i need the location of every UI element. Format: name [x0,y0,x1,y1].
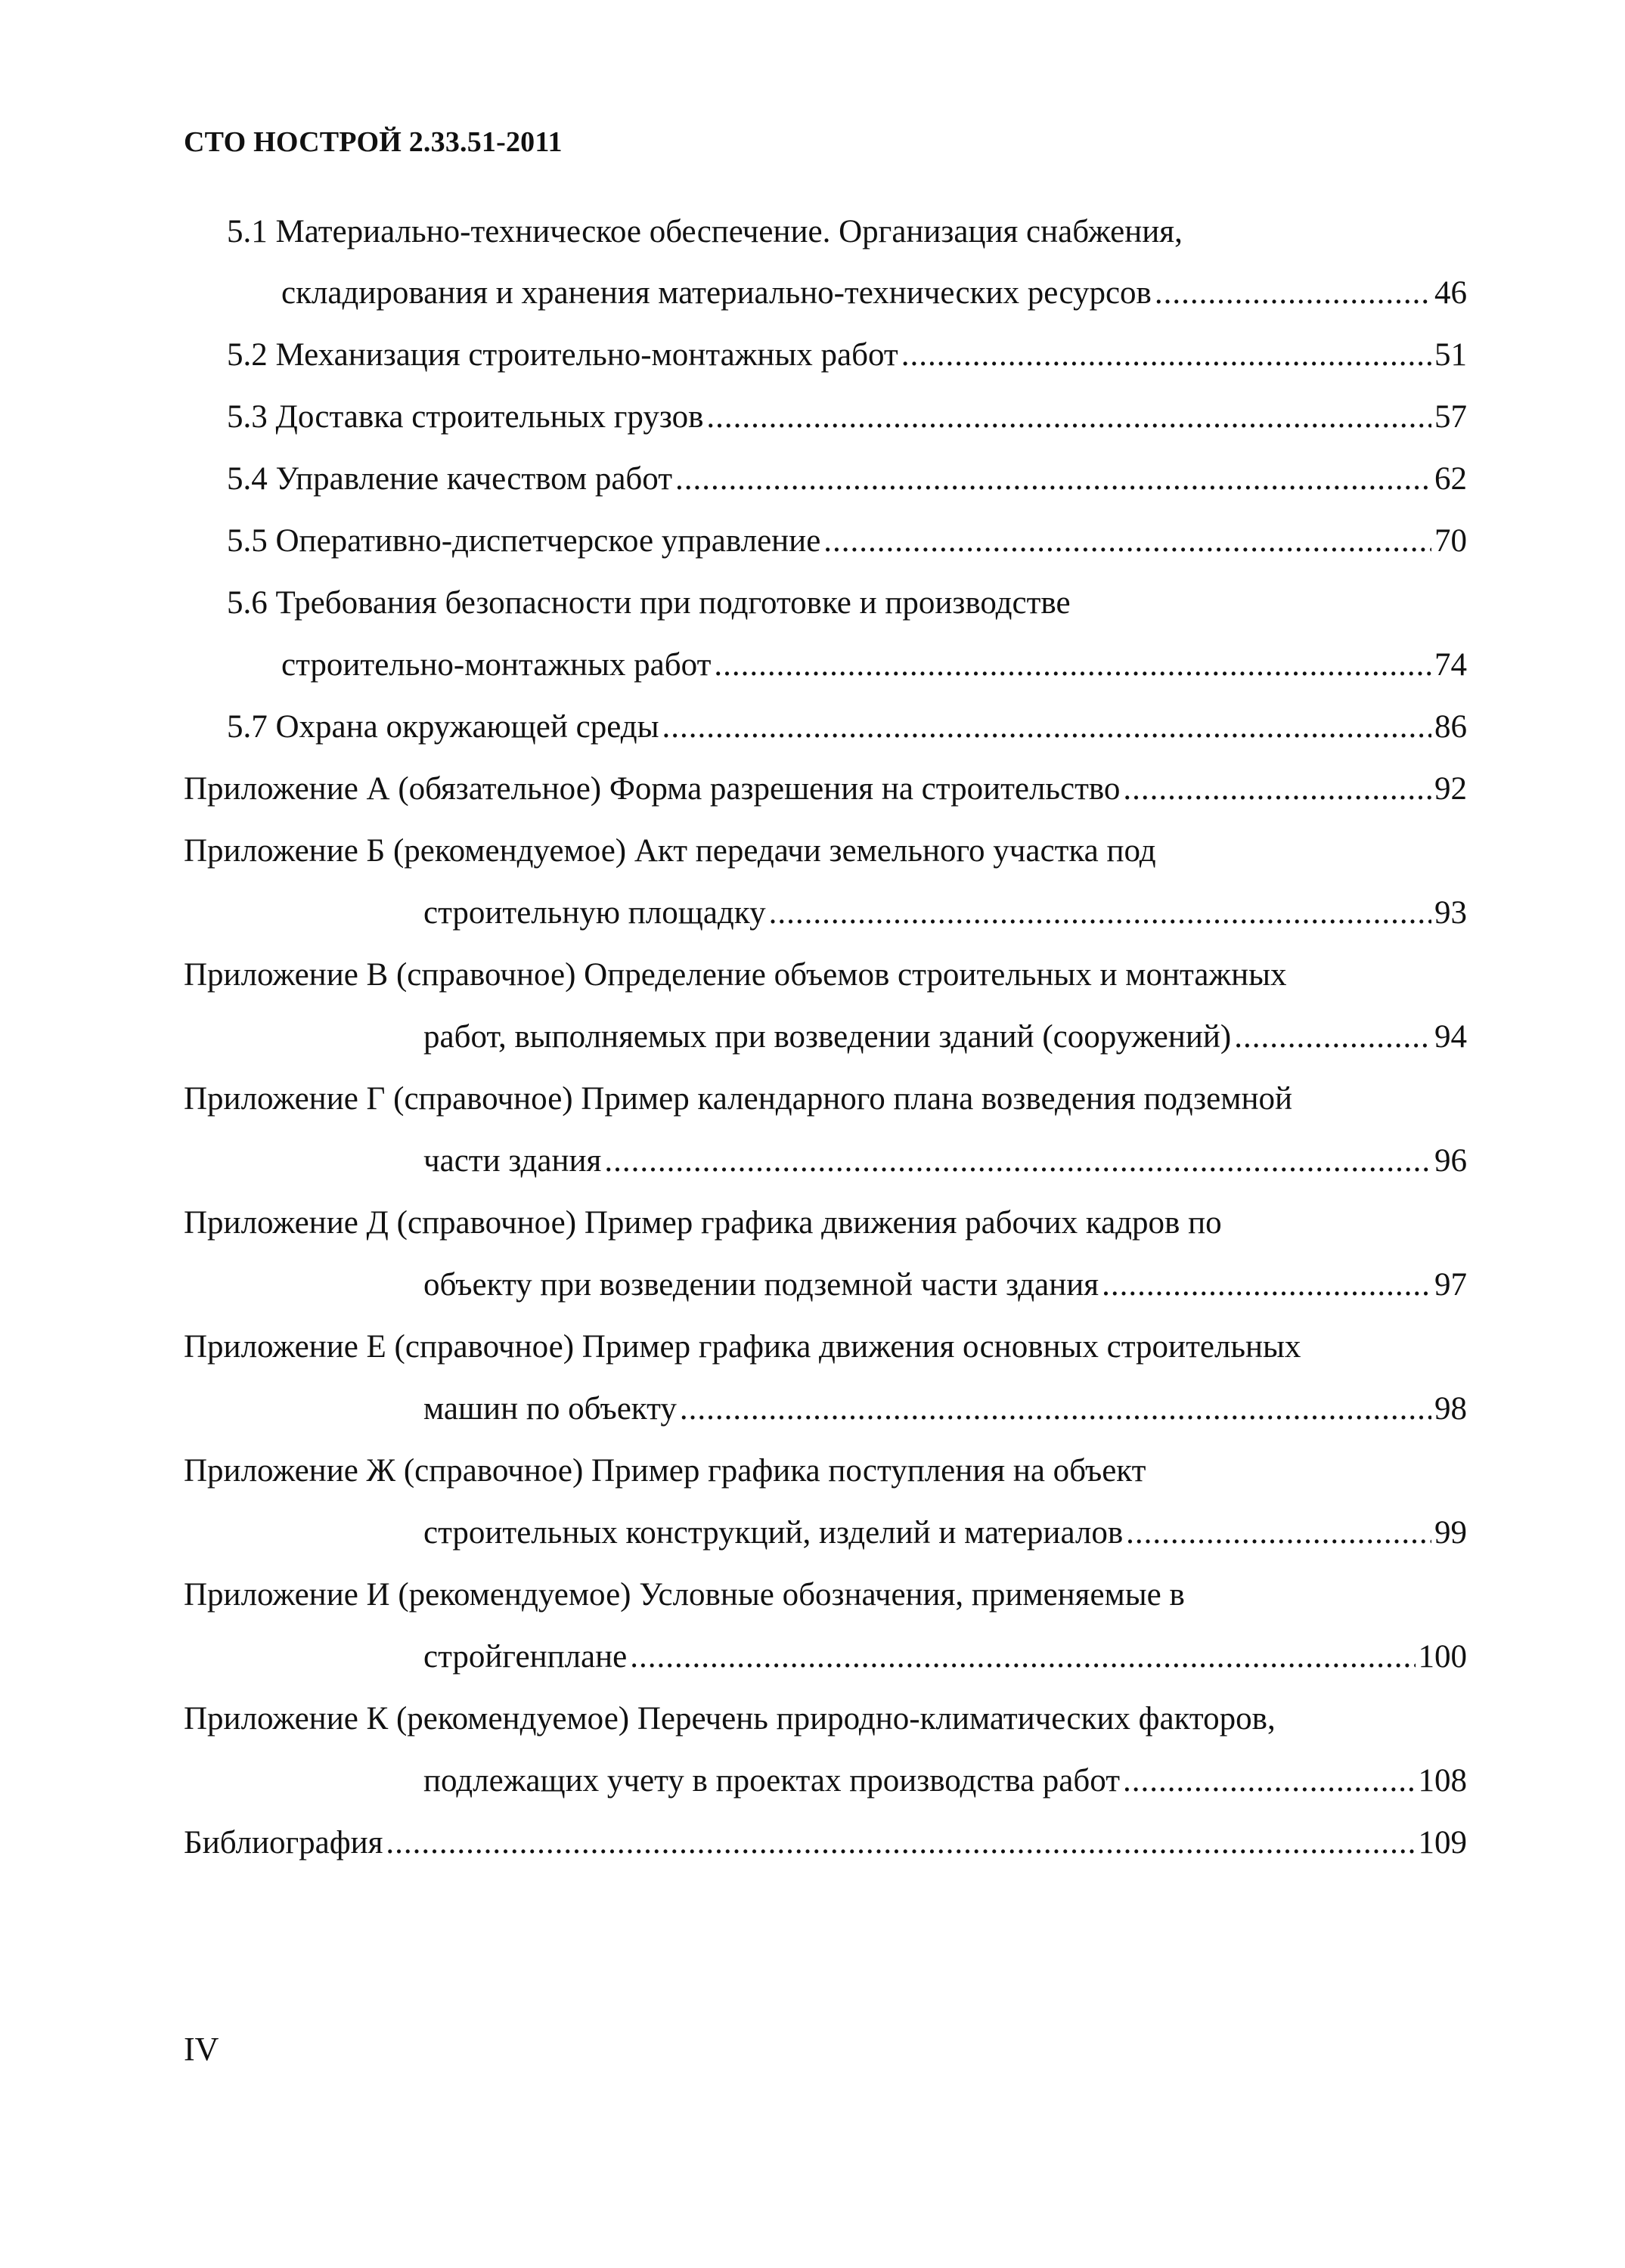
toc-entry-label: строительных конструкций, изделий и материалов [423,1515,1124,1551]
toc-entry-label: машин по объекту [423,1391,677,1427]
toc-entry-label: 5.5 Оперативно-диспетчерское управление [227,523,821,559]
toc-entry-5-6-line1: 5.6 Требования безопасности при подготовке и производстве [227,585,1071,621]
toc-entry-5-4[interactable] [227,457,1467,502]
dot-leader [386,1820,1415,1866]
toc-entry-label: 5.3 Доставка строительных грузов [227,399,704,435]
toc-entry-label: 5.2 Механизация строительно-монтажных работ [227,337,898,373]
toc-entry-5-6-line2[interactable] [281,643,1467,688]
toc-page-number: 96 [1434,1143,1467,1179]
toc-page-number: 93 [1434,895,1467,931]
dot-leader [1234,1015,1431,1060]
toc-entry-label: строительно-монтажных работ [281,647,712,683]
toc-page-number: 46 [1434,275,1467,311]
dot-leader [630,1634,1415,1680]
toc-entry-appendix-b-line2[interactable] [423,891,1467,936]
toc-page-number: 97 [1434,1267,1467,1303]
toc-page-number: 86 [1434,709,1467,745]
toc-page-number: 62 [1434,461,1467,497]
toc-entry-label: объекту при возведении подземной части здания [423,1267,1099,1303]
toc-page-number: 99 [1434,1515,1467,1551]
toc-page-number: 109 [1418,1825,1467,1861]
toc-entry-appendix-d-line2[interactable] [423,1263,1467,1308]
toc-page-number: 94 [1434,1019,1467,1055]
toc-entry-label: стройгенплане [423,1639,628,1675]
toc-entry-5-3[interactable] [227,395,1467,440]
toc-entry-5-1-line2[interactable] [281,271,1467,316]
toc-page-number: 108 [1418,1763,1467,1799]
toc-page-number: 92 [1434,771,1467,807]
toc-page-number: 51 [1434,337,1467,373]
dot-leader [1123,767,1431,812]
toc-entry-appendix-b-line1: Приложение Б (рекомендуемое) Акт передачи земельного участка под [184,833,1156,869]
toc-entry-appendix-a[interactable] [184,767,1467,812]
dot-leader [706,395,1431,440]
toc-entry-5-5[interactable] [227,519,1467,564]
page-number-roman: IV [184,2031,219,2068]
toc-page-number: 57 [1434,399,1467,435]
toc-entry-appendix-i-line2[interactable] [423,1634,1467,1680]
toc-entry-label: работ, выполняемых при возведении зданий (сооружений) [423,1019,1232,1055]
toc-entry-appendix-g-line2[interactable] [423,1139,1467,1184]
toc-entry-5-2[interactable] [227,333,1467,378]
toc-entry-5-7[interactable] [227,705,1467,750]
dot-leader [823,519,1431,564]
toc-page-number: 74 [1434,647,1467,683]
dot-leader [769,891,1431,936]
toc-page-number: 98 [1434,1391,1467,1427]
dot-leader [1123,1758,1416,1804]
toc-entry-appendix-e-line1: Приложение Е (справочное) Пример графика движения основных строительных [184,1329,1301,1365]
document-code-header: СТО НОСТРОЙ 2.33.51-2011 [184,126,563,158]
toc-entry-label: части здания [423,1143,602,1179]
dot-leader [680,1387,1431,1432]
toc-entry-label: строительную площадку [423,895,766,931]
toc-entry-label: Приложение А (обязательное) Форма разрешения на строительство [184,771,1121,807]
toc-entry-label: складирования и хранения материально-технических ресурсов [281,275,1152,311]
dot-leader [901,333,1431,378]
toc-entry-appendix-zh-line2[interactable] [423,1510,1467,1556]
toc-entry-appendix-i-line1: Приложение И (рекомендуемое) Условные обозначения, применяемые в [184,1577,1185,1613]
toc-entry-bibliography[interactable] [184,1820,1467,1866]
toc-entry-label: 5.7 Охрана окружающей среды [227,709,659,745]
toc-entry-appendix-v-line1: Приложение В (справочное) Определение объемов строительных и монтажных [184,957,1287,993]
dot-leader [1155,271,1431,316]
toc-page-number: 100 [1418,1639,1467,1675]
toc-entry-label: подлежащих учету в проектах производства работ [423,1763,1120,1799]
toc-entry-appendix-zh-line1: Приложение Ж (справочное) Пример графика поступления на объект [184,1453,1146,1489]
toc-page-number: 70 [1434,523,1467,559]
dot-leader [675,457,1431,502]
dot-leader [1126,1510,1431,1556]
toc-entry-appendix-k-line1: Приложение К (рекомендуемое) Перечень природно-климатических факторов, [184,1701,1276,1737]
toc-entry-appendix-d-line1: Приложение Д (справочное) Пример графика движения рабочих кадров по [184,1205,1222,1241]
toc-entry-label: Библиография [184,1825,383,1861]
toc-entry-5-1-line1: 5.1 Материально-техническое обеспечение. Организация снабжения, [227,214,1183,249]
toc-entry-appendix-k-line2[interactable] [423,1758,1467,1804]
dot-leader [1102,1263,1431,1308]
dot-leader [604,1139,1431,1184]
dot-leader [662,705,1432,750]
toc-entry-appendix-g-line1: Приложение Г (справочное) Пример календарного плана возведения подземной [184,1081,1292,1117]
dot-leader [714,643,1431,688]
toc-entry-appendix-e-line2[interactable] [423,1387,1467,1432]
toc-entry-appendix-v-line2[interactable] [423,1015,1467,1060]
toc-entry-label: 5.4 Управление качеством работ [227,461,673,497]
